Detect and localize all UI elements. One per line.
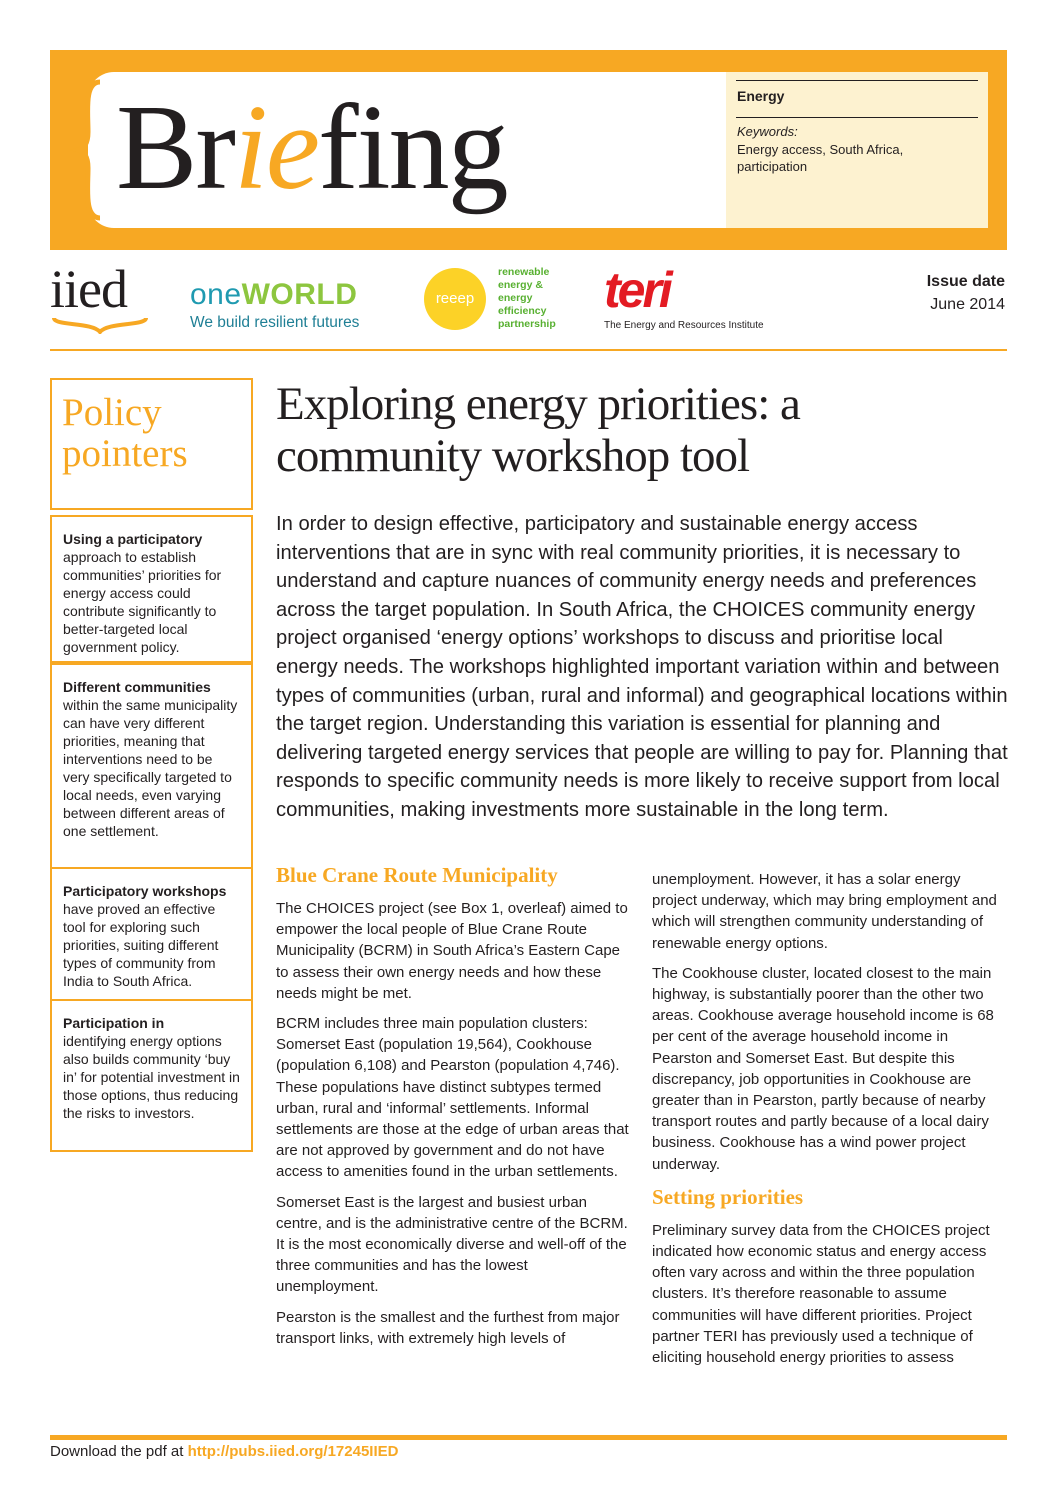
article-column-right [652, 869, 1008, 1377]
policy-pointer-item: Using a participatory approach to establish communities’ priorities for energy access could contribute significantly to better-targeted local government policy. [50, 515, 253, 663]
brace-icon [70, 72, 100, 228]
paragraph: The Cookhouse cluster, located closest to the main highway, is substantially poorer than the other two areas. Cookhouse average household income is 68 per cent of the average household income in Pearston and Somerset East. But despite this discrepancy, job opportunities in Cookhouse are greater than in Pearston, partly because of nearby transport routes and partly because of a local dairy business. Cookhouse has a wind power project underway. [652, 964, 994, 1173]
issue-date-value: June 2014 [930, 296, 1005, 313]
article-column-left [276, 862, 634, 1358]
policy-pointer-item: Participation in identifying energy options also builds community ‘buy in’ for potential investment in those options, thus reducing the risks to investors. [50, 999, 253, 1152]
download-link[interactable]: http://pubs.iied.org/17245IIED [187, 1443, 399, 1460]
paragraph: Somerset East is the largest and busiest urban centre, and is the administrative centre of the BCRM. It is the most economically diverse and well-off of the three communities and has the lowest unemployment. [276, 1193, 628, 1296]
reeep-logo: reeep [424, 268, 486, 330]
policy-pointer-item: Participatory workshops have proved an effective tool for exploring such priorities, suiting different types of community from India to South Africa. [50, 867, 253, 1001]
issue-date-label: Issue date [926, 273, 1005, 290]
keywords-label: Keywords: [737, 124, 798, 139]
policy-pointers-title: Policy pointers [62, 391, 188, 475]
paragraph: Pearston is the smallest and the furthest from major transport links, with extremely high levels of [276, 1308, 620, 1347]
divider [736, 80, 978, 81]
section-heading: Setting priorities [652, 1184, 804, 1209]
briefing-title: Briefing [116, 80, 507, 215]
iied-brace-icon [52, 316, 148, 334]
iied-logo: iied [50, 266, 155, 336]
paragraph: Preliminary survey data from the CHOICES project indicated how economic status and energy access often vary across and within the three population clusters. It’s therefore reasonable to assume communities will have different priorities. Project partner TERI has previously used a technique of eliciting household energy priorities to assess [652, 1221, 990, 1367]
teri-logo: teri The Energy and Resources Institute [604, 262, 764, 331]
divider [50, 349, 1007, 351]
paragraph: BCRM includes three main population clusters: Somerset East (population 19,564), Cookhouse (population 6,108) and Pearston (population 4,746). These populations have distinct subtypes termed urban, rural and ‘informal’ settlements. Informal settlements are those at the edge of urban areas that are not approved by government and do not have access to amenities found in the urban settlements. [276, 1015, 629, 1181]
section-heading: Blue Crane Route Municipality [276, 863, 558, 887]
topic-label: Energy [737, 88, 785, 104]
article-title: Exploring energy priorities: a community workshop tool [276, 378, 800, 482]
footer: Download the pdf at http://pubs.iied.org/17245IIED [50, 1443, 399, 1460]
paragraph: The CHOICES project (see Box 1, overleaf) aimed to empower the local people of Blue Crane Route Municipality (BCRM) in South Africa’s Eastern Cape to assess their own energy needs and how these needs might be met. [276, 900, 628, 1002]
paragraph: unemployment. However, it has a solar energy project underway, which may bring employment and which will strengthen community understanding of renewable energy options. [652, 871, 997, 952]
oneworld-tagline: We build resilient futures [190, 314, 360, 331]
keywords-value: Energy access, South Africa, participation [737, 142, 904, 174]
divider [736, 117, 978, 118]
oneworld-logo: oneWORLD We build resilient futures [190, 278, 360, 331]
teri-tagline: The Energy and Resources Institute [604, 320, 764, 331]
article-intro: In order to design effective, participatory and sustainable energy access interventions that are in sync with real community priorities, it is necessary to understand and capture nuances of community energy needs and preferences across the target population. In South Africa, the CHOICES community energy project organised ‘energy options’ workshops to discuss and prioritise local energy needs. The workshops highlighted important variation within and between types of communities (urban, rural and informal) and geographical locations within the target region. Understanding this variation is essential for planning and delivering targeted energy services that people are willing to pay for. Planning that responds to specific community needs is more likely to receive support from local communities, making investments more sustainable in the long term. [276, 513, 1008, 821]
policy-pointer-item: Different communities within the same municipality can have very different priorities, meaning that interventions need to be very specifically targeted to local needs, even varying between different areas of one settlement. [50, 663, 253, 869]
footer-divider [50, 1435, 1007, 1440]
reeep-tagline: renewable energy & energy efficiency partnership [498, 266, 556, 330]
